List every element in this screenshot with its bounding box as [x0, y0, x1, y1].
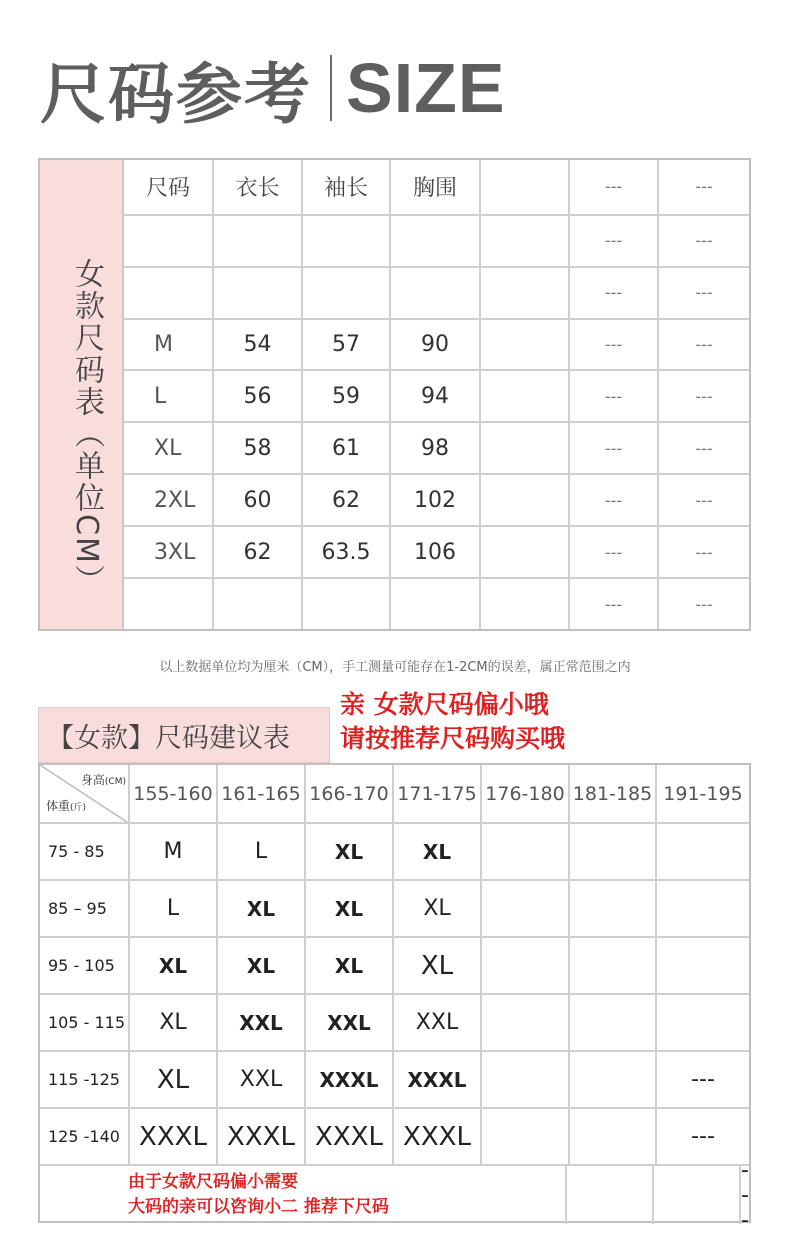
size-cell: M [130, 824, 218, 879]
size-table-side-label [40, 160, 124, 629]
height-range: 166-170 [306, 765, 394, 822]
corner-height-label: 身高(CM) [80, 773, 126, 787]
size-cell: L [130, 881, 218, 936]
height-range: 181-185 [570, 765, 657, 822]
size-cell [570, 938, 657, 993]
cell-empty [481, 579, 570, 629]
size-cell [570, 1109, 657, 1164]
cell-size [124, 216, 214, 266]
size-cell [482, 1109, 570, 1164]
cell-length [214, 268, 303, 318]
size-cell [570, 824, 657, 879]
cell-length: 58 [214, 423, 303, 473]
weight-range: 85 – 95 [40, 881, 130, 936]
header-sleeve: 袖长 [303, 160, 391, 214]
header-empty [481, 160, 570, 214]
cell-empty [481, 320, 570, 370]
size-cell [657, 938, 749, 993]
cell-dash: --- [695, 335, 713, 355]
size-cell: XL [130, 1052, 218, 1107]
size-cell [570, 881, 657, 936]
corner-weight-label: 体重(斤) [46, 799, 87, 813]
cell-length [214, 216, 303, 266]
size-cell: XL [130, 938, 218, 993]
cell-chest [391, 579, 481, 629]
size-cell: XXXL [394, 1109, 482, 1164]
size-cell: --- [691, 1124, 715, 1149]
size-table-row [124, 268, 749, 320]
size-cell: XXL [218, 1052, 306, 1107]
cell-sleeve [303, 216, 391, 266]
size-cell: --- [741, 1157, 749, 1233]
cell-empty [481, 423, 570, 473]
height-range: 155-160 [130, 765, 218, 822]
cell-dash: --- [570, 579, 659, 629]
cell-dash: --- [570, 216, 659, 266]
page-title [40, 48, 506, 133]
size-cell: XL [130, 995, 218, 1050]
recommend-row [40, 881, 749, 938]
side-label-text: 女款尺码表（单位CM） [69, 258, 104, 597]
cell-length: 56 [214, 371, 303, 421]
cell-chest [391, 268, 481, 318]
size-cell: XL [306, 824, 394, 879]
size-cell [570, 995, 657, 1050]
cell-dash: --- [570, 527, 659, 577]
size-table-row [124, 320, 749, 372]
cell-dash: --- [695, 490, 713, 510]
size-cell [482, 824, 570, 879]
recommend-title: 【女款】尺码建议表 [38, 707, 330, 763]
cell-dash: --- [695, 283, 713, 303]
cell-chest: 106 [391, 527, 481, 577]
cell-dash: --- [695, 231, 713, 251]
height-range: 171-175 [394, 765, 482, 822]
recommend-table [38, 763, 751, 1233]
size-cell [657, 881, 749, 936]
title-cn: 尺码参考 [40, 55, 312, 133]
cell-chest: 98 [391, 423, 481, 473]
size-cell [482, 881, 570, 936]
cell-size: M [124, 320, 214, 370]
size-cell [482, 938, 570, 993]
size-cell: XL [218, 881, 306, 936]
cell-sleeve: 61 [303, 423, 391, 473]
cell-dash: --- [570, 475, 659, 525]
corner-cell [40, 765, 130, 822]
recommend-row [40, 1052, 749, 1109]
size-table-row [124, 579, 749, 629]
cell-empty [481, 371, 570, 421]
size-cell: XXXL [218, 1109, 306, 1164]
height-range: 161-165 [218, 765, 306, 822]
size-cell [657, 824, 749, 879]
cell-sleeve [303, 579, 391, 629]
weight-range: 75 - 85 [40, 824, 130, 879]
measurement-note: 以上数据单位均为厘米（CM），手工测量可能存在1-2CM的误差，属正常范围之内 [159, 660, 631, 675]
recommend-row [40, 1109, 749, 1166]
recommend-footer-row [40, 1157, 749, 1233]
weight-range: 95 - 105 [40, 938, 130, 993]
size-cell: --- [691, 1067, 715, 1092]
cell-size: XL [124, 423, 214, 473]
cell-length: 62 [214, 527, 303, 577]
cell-empty [481, 475, 570, 525]
size-cell: XXL [394, 995, 482, 1050]
warning-line-1: 亲 女款尺码偏小哦 [340, 690, 549, 719]
recommend-row [40, 824, 749, 881]
cell-sleeve: 57 [303, 320, 391, 370]
cell-chest: 90 [391, 320, 481, 370]
size-table-grid [124, 160, 749, 629]
cell-dash: --- [695, 542, 713, 562]
size-cell [570, 1052, 657, 1107]
cell-dash: --- [695, 594, 713, 614]
size-table-row [124, 216, 749, 268]
cell-empty [481, 216, 570, 266]
size-cell [482, 1052, 570, 1107]
cell-dash: --- [570, 423, 659, 473]
cell-chest [391, 216, 481, 266]
weight-range: 115 -125 [40, 1052, 130, 1107]
size-cell: XXL [306, 995, 394, 1050]
size-cell [654, 1166, 741, 1224]
cell-dash: --- [570, 320, 659, 370]
size-cell: XL [218, 938, 306, 993]
header-length: 衣长 [214, 160, 303, 214]
cell-size: 2XL [124, 475, 214, 525]
size-table [38, 158, 751, 631]
cell-size [124, 579, 214, 629]
cell-sleeve: 63.5 [303, 527, 391, 577]
recommend-row [40, 995, 749, 1052]
cell-dash: --- [695, 438, 713, 458]
recommend-warning [340, 688, 565, 756]
cell-dash: --- [570, 268, 659, 318]
cell-size: L [124, 371, 214, 421]
cell-size: 3XL [124, 527, 214, 577]
size-table-row [124, 423, 749, 475]
header-dash: --- [695, 177, 713, 197]
weight-range: 105 - 115 [40, 995, 130, 1050]
size-cell: XL [394, 881, 482, 936]
warning-line-2: 请按推荐尺码购买哦 [340, 724, 566, 753]
cell-dash: --- [695, 386, 713, 406]
size-cell: XL [394, 824, 482, 879]
cell-empty [481, 527, 570, 577]
weight-range: 125 -140 [40, 1109, 130, 1164]
recommend-header-row [40, 765, 749, 824]
size-table-row [124, 371, 749, 423]
cell-empty [481, 268, 570, 318]
size-cell: XXXL [394, 1052, 482, 1107]
cell-sleeve: 59 [303, 371, 391, 421]
size-table-row [124, 475, 749, 527]
size-cell: XL [394, 938, 482, 993]
recommend-row [40, 938, 749, 995]
cell-length: 60 [214, 475, 303, 525]
size-table-row [124, 527, 749, 579]
title-en: SIZE [346, 49, 506, 127]
cell-sleeve: 62 [303, 475, 391, 525]
height-range: 191-195 [663, 782, 743, 805]
cell-length: 54 [214, 320, 303, 370]
size-cell: XL [306, 938, 394, 993]
consult-note-line-2: 大码的亲可以咨询小二 推荐下尺码 [128, 1197, 389, 1217]
size-cell: XXXL [306, 1052, 394, 1107]
size-cell: XXXL [306, 1109, 394, 1164]
cell-sleeve [303, 268, 391, 318]
size-cell [567, 1166, 655, 1224]
header-chest: 胸围 [391, 160, 481, 214]
header-dash: --- [570, 160, 659, 214]
cell-chest: 94 [391, 371, 481, 421]
size-cell [657, 995, 749, 1050]
header-size: 尺码 [124, 160, 214, 214]
size-cell: L [218, 824, 306, 879]
title-divider [330, 55, 332, 121]
size-cell: XXXL [130, 1109, 218, 1164]
size-cell: XL [306, 881, 394, 936]
consult-note [40, 1166, 567, 1224]
size-table-header-row [124, 160, 749, 216]
cell-size [124, 268, 214, 318]
size-cell [482, 995, 570, 1050]
size-cell: XXL [218, 995, 306, 1050]
cell-length [214, 579, 303, 629]
height-range: 176-180 [482, 765, 570, 822]
cell-dash: --- [570, 371, 659, 421]
cell-chest: 102 [391, 475, 481, 525]
consult-note-line-1: 由于女款尺码偏小需要 [128, 1172, 298, 1192]
